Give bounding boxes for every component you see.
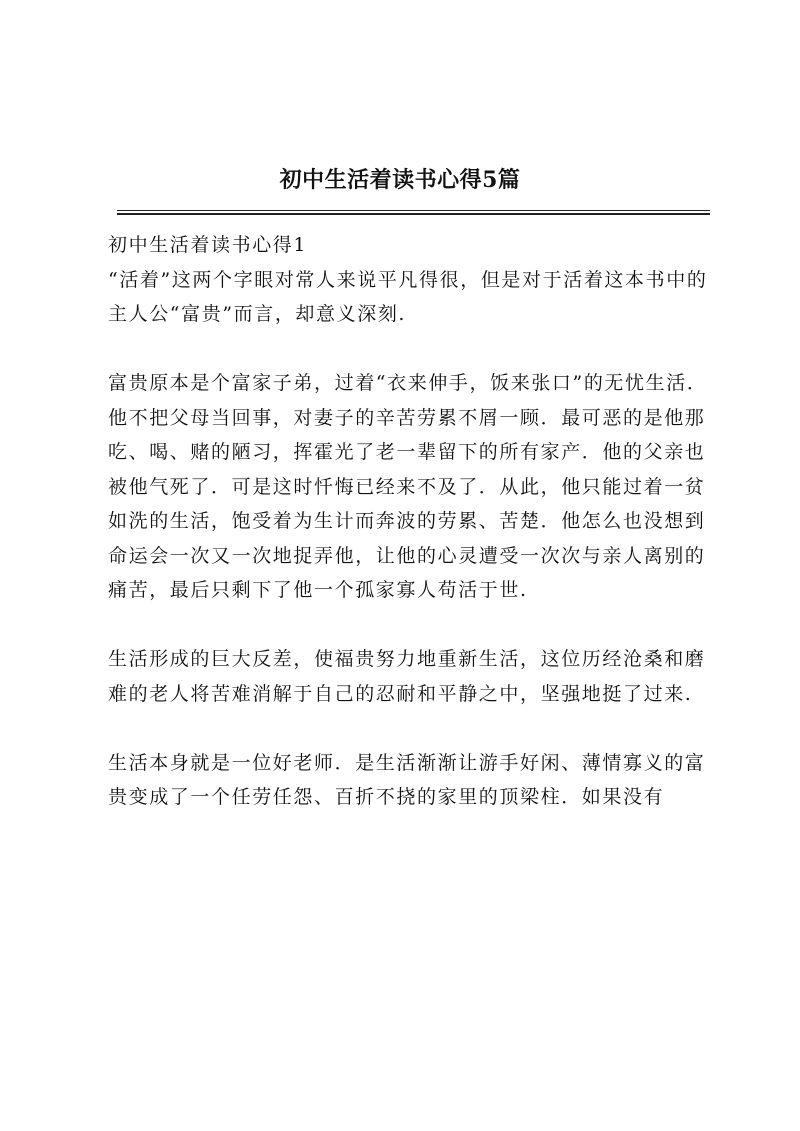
paragraph-spacer	[108, 711, 712, 746]
section-heading: 初中生活着读书心得1	[108, 234, 308, 256]
document-body	[108, 228, 712, 815]
title-divider	[117, 210, 710, 215]
paragraph-spacer	[108, 608, 712, 643]
paragraph-2: 富贵原本是个富家子弟，过着“衣来伸手，饭来张口”的无忧生活．他不把父母当回事，对妻子的辛苦劳累不屑一顾．最可恶的是他那吃、喝、赌的陋习，挥霍光了老一辈留下的所有家产．他的父亲也被他气死了．可是这时忏悔已经来不及了．从此，他只能过着一贫如洗的生活，饱受着为生计而奔波的劳累、苦楚．他怎么也没想到命运会一次又一次地捉弄他，让他的心灵遭受一次次与亲人离别的痛苦，最后只剩下了他一个孤家寡人苟活于世.	[108, 372, 708, 601]
paragraph-3: 生活形成的巨大反差，使福贵努力地重新生活，这位历经沧桑和磨难的老人将苦难消解于自己的忍耐和平静之中，坚强地挺了过来.	[108, 648, 706, 705]
page-title: 初中生活着读书心得5篇	[279, 167, 521, 193]
paragraph-4: 生活本身就是一位好老师．是生活渐渐让游手好闲、薄情寡义的富贵变成了一个任劳任怨、百折不挠的家里的顶梁柱．如果没有	[108, 751, 706, 808]
paragraph-1: “活着”这两个字眼对常人来说平凡得很，但是对于活着这本书中的主人公“富贵”而言，却意义深刻.	[108, 268, 708, 325]
paragraph-spacer	[108, 332, 712, 367]
